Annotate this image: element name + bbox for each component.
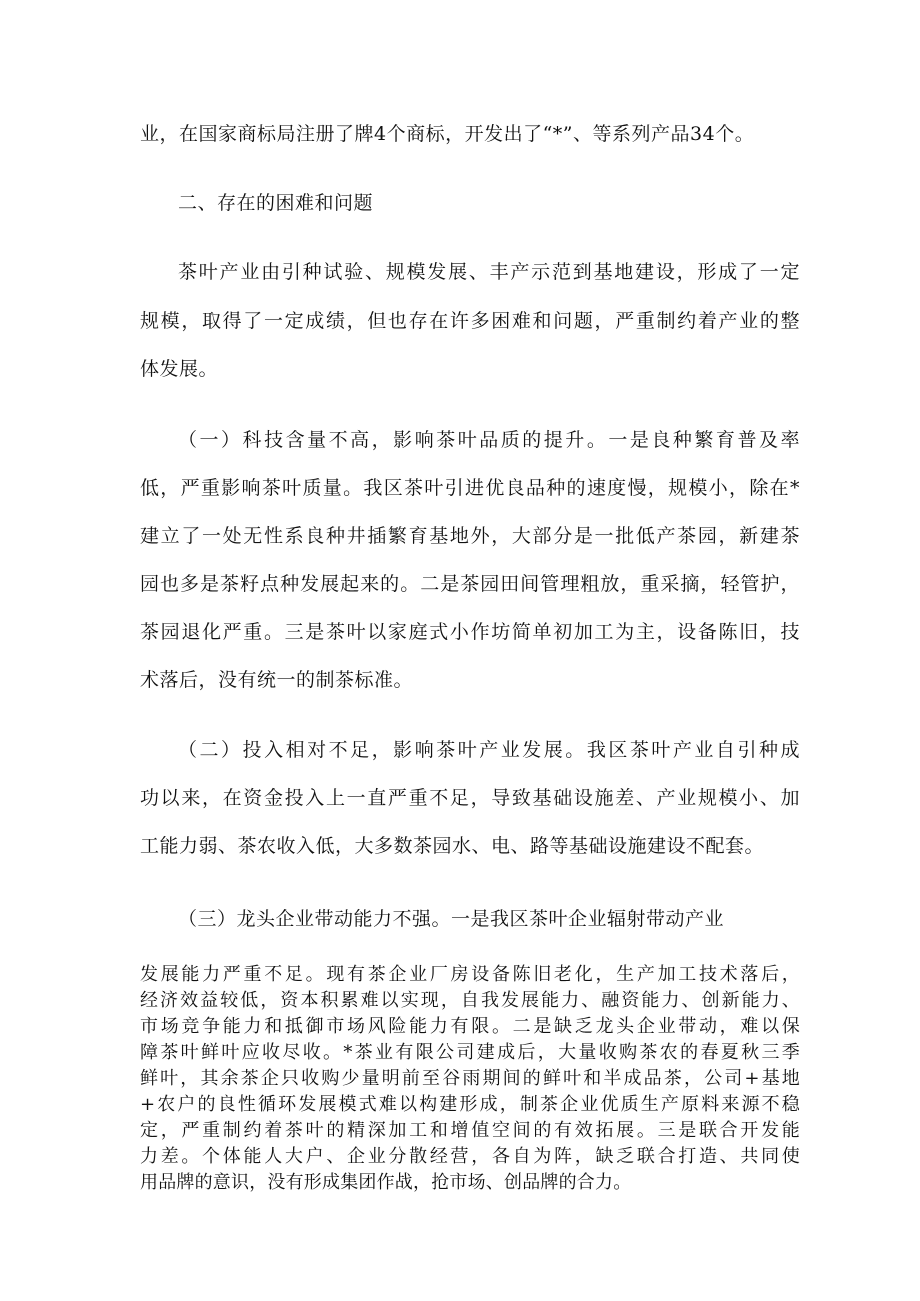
paragraph4-line: 定，严重制约着茶叶的精深加工和增值空间的有效拓展。三是联合开发能 bbox=[140, 1120, 800, 1141]
paragraph2-line: 建立了一处无性系良种井插繁育基地外，大部分是一批低产茶园，新建茶 bbox=[140, 525, 800, 547]
paragraph2-line: 低，严重影响茶叶质量。我区茶叶引进优良品种的速度慢，规模小，除在* bbox=[140, 477, 800, 499]
paragraph4-line: 用品牌的意识，没有形成集团作战，抢市场、创品牌的合力。 bbox=[140, 1172, 632, 1193]
paragraph3-line: （二）投入相对不足，影响茶叶产业发展。我区茶叶产业自引种成 bbox=[178, 739, 800, 761]
paragraph4-line: 力差。个体能人大户、企业分散经营，各自为阵，缺乏联合打造、共同使 bbox=[140, 1146, 800, 1167]
paragraph2-line: 茶园退化严重。三是茶叶以家庭式小作坊简单初加工为主，设备陈旧，技 bbox=[140, 621, 800, 643]
paragraph1-line: 规模，取得了一定成绩，但也存在许多困难和问题，严重制约着产业的整 bbox=[140, 310, 800, 332]
paragraph4-line: 市场竞争能力和抵御市场风险能力有限。二是缺乏龙头企业带动，难以保 bbox=[140, 1016, 800, 1037]
paragraph4-line: +农户的良性循环发展模式难以构建形成，制茶企业优质生产原料来源不稳 bbox=[140, 1094, 800, 1115]
paragraph4-line: 经济效益较低，资本积累难以实现，自我发展能力、融资能力、创新能力、 bbox=[140, 990, 800, 1011]
paragraph1-line: 体发展。 bbox=[140, 358, 219, 380]
paragraph2-line: 术落后，没有统一的制茶标准。 bbox=[140, 669, 414, 691]
paragraph2-line: （一）科技含量不高，影响茶叶品质的提升。一是良种繁育普及率 bbox=[178, 429, 800, 451]
paragraph1-line: 茶叶产业由引种试验、规模发展、丰产示范到基地建设，形成了一定 bbox=[178, 261, 800, 283]
paragraph4-line: 鲜叶，其余茶企只收购少量明前至谷雨期间的鲜叶和半成品茶，公司+基地 bbox=[140, 1068, 800, 1089]
intro-line: 业，在国家商标局注册了牌4个商标，开发出了“*”、等系列产品34个。 bbox=[140, 123, 755, 145]
paragraph3-line: 工能力弱、茶农收入低，大多数茶园水、电、路等基础设施建设不配套。 bbox=[140, 835, 765, 857]
section-heading: 二、存在的困难和问题 bbox=[178, 192, 374, 214]
paragraph4-first-line: （三）龙头企业带动能力不强。一是我区茶叶企业辐射带动产业 bbox=[178, 908, 725, 930]
paragraph4-line: 障茶叶鲜叶应收尽收。*茶业有限公司建成后，大量收购茶农的春夏秋三季 bbox=[140, 1042, 800, 1063]
paragraph3-line: 功以来，在资金投入上一直严重不足，导致基础设施差、产业规模小、加 bbox=[140, 787, 800, 809]
paragraph4-line: 发展能力严重不足。现有茶企业厂房设备陈旧老化，生产加工技术落后， bbox=[140, 964, 800, 985]
paragraph2-line: 园也多是茶籽点种发展起来的。二是茶园田间管理粗放，重采摘，轻管护， bbox=[140, 573, 800, 595]
